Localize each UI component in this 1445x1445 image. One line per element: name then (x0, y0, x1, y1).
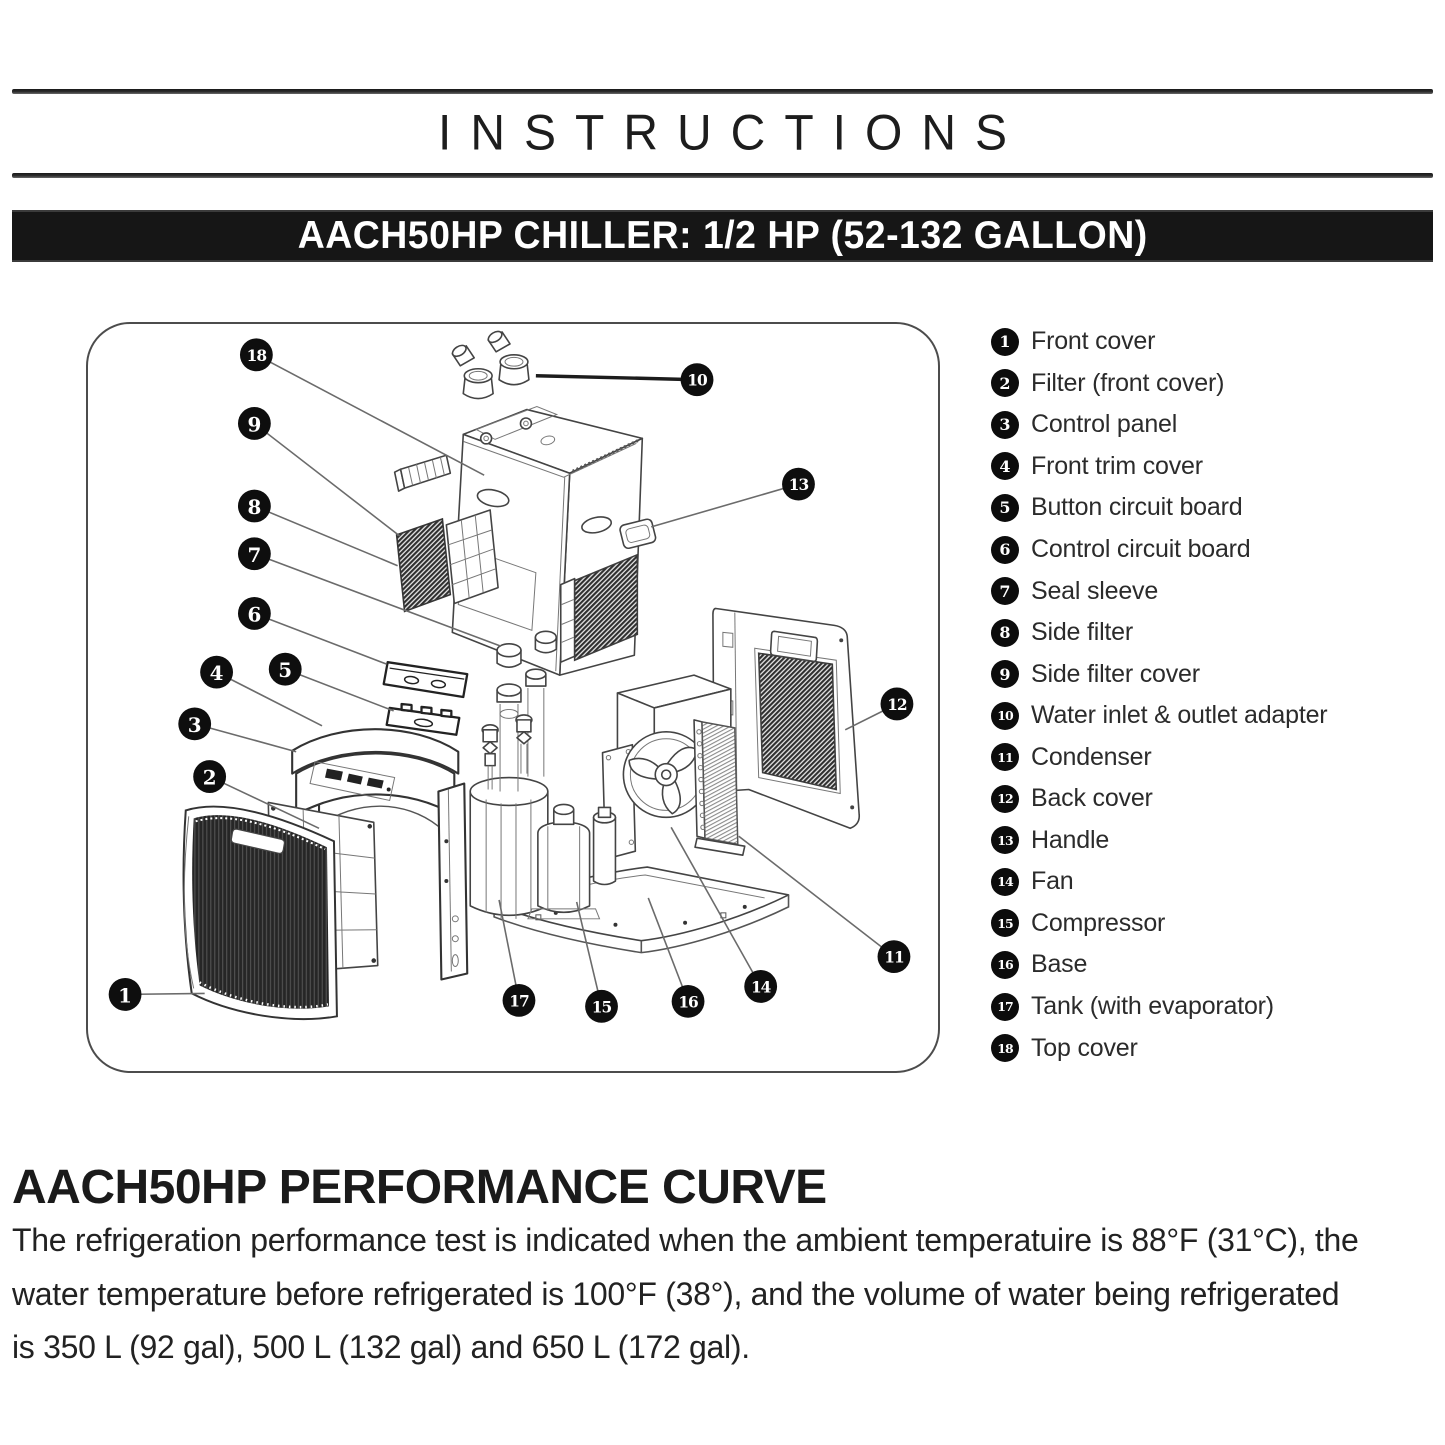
svg-text:11: 11 (884, 948, 904, 967)
callout-leader-18 (256, 355, 484, 475)
part-front-cover (184, 807, 337, 1019)
part-label: Control panel (1031, 410, 1178, 439)
part-label: Handle (1031, 825, 1110, 854)
performance-text-line: The refrigeration performance test is indicated when the ambient temperatuire is 88°F (31°C), the (12, 1222, 1359, 1258)
callout-17 (503, 984, 536, 1017)
legend-item-8 (991, 612, 1441, 654)
legend-item-5 (991, 487, 1441, 529)
exploded-diagram-panel (86, 322, 940, 1073)
callout-7 (238, 537, 271, 570)
legend-item-4 (991, 446, 1441, 488)
part-number-badge: 6 (991, 536, 1019, 564)
legend-item-12 (991, 778, 1441, 820)
svg-text:2: 2 (202, 765, 217, 790)
part-number-badge: 1 (991, 328, 1019, 356)
callout-8 (238, 490, 271, 523)
callout-12 (881, 688, 914, 721)
part-label: Side filter cover (1031, 659, 1200, 688)
svg-text:8: 8 (247, 495, 262, 520)
callout-leader-6 (254, 613, 386, 664)
part-label: Filter (front cover) (1031, 368, 1225, 397)
performance-heading: AACH50HP PERFORMANCE CURVE (12, 1161, 827, 1214)
svg-text:1: 1 (118, 983, 132, 1008)
legend-item-9 (991, 653, 1441, 695)
legend-item-17 (991, 986, 1441, 1028)
part-number-badge: 9 (991, 660, 1019, 688)
callout-6 (238, 597, 271, 630)
part-label: Compressor (1031, 908, 1166, 937)
legend-item-3 (991, 404, 1441, 446)
part-number-badge: 7 (991, 577, 1019, 605)
page-title: INSTRUCTIONS (438, 105, 1026, 162)
legend-item-6 (991, 529, 1441, 571)
callout-4 (200, 656, 233, 689)
callout-leader-9 (254, 423, 399, 535)
svg-text:3: 3 (187, 712, 202, 737)
legend-item-15 (991, 903, 1441, 945)
svg-text:7: 7 (247, 542, 262, 567)
part-label: Tank (with evaporator) (1031, 992, 1274, 1021)
svg-text:17: 17 (509, 992, 529, 1011)
part-number-badge: 2 (991, 369, 1019, 397)
part-label: Button circuit board (1031, 493, 1243, 522)
part-number-badge: 17 (991, 993, 1019, 1021)
legend-item-10 (991, 695, 1441, 737)
legend-item-13 (991, 820, 1441, 862)
svg-text:15: 15 (591, 998, 612, 1017)
performance-text-line: water temperature before refrigerated is 100°F (38°), and the volume of water being refrigerated (12, 1275, 1340, 1312)
svg-text:18: 18 (246, 346, 267, 365)
part-number-badge: 16 (991, 951, 1019, 979)
svg-text:10: 10 (687, 371, 707, 390)
callout-9 (238, 407, 271, 440)
legend-item-2 (991, 363, 1441, 405)
svg-text:9: 9 (247, 412, 262, 437)
part-label: Control circuit board (1031, 535, 1251, 563)
svg-text:14: 14 (750, 978, 771, 997)
divider-line-bottom (12, 173, 1433, 178)
part-side-filter-cover (397, 519, 451, 612)
part-number-badge: 4 (991, 452, 1019, 480)
legend-item-14 (991, 861, 1441, 903)
part-number-badge: 12 (991, 785, 1019, 813)
part-tank (470, 669, 548, 919)
part-label: Fan (1031, 867, 1074, 896)
callout-14 (744, 970, 777, 1003)
part-label: Base (1031, 950, 1088, 979)
callout-16 (672, 985, 705, 1018)
legend-item-18 (991, 1027, 1441, 1069)
callout-1 (109, 978, 142, 1011)
legend-item-16 (991, 944, 1441, 986)
part-label: Water inlet & outlet adapter (1031, 701, 1328, 730)
part-side-filter (446, 510, 498, 603)
callout-leader-5 (285, 669, 393, 711)
callout-2 (193, 760, 226, 793)
exploded-view-drawing (88, 324, 938, 1071)
part-number-badge: 3 (991, 411, 1019, 439)
part-number-badge: 14 (991, 868, 1019, 896)
legend-item-1 (991, 321, 1441, 363)
part-label: Side filter (1031, 618, 1134, 647)
legend-item-7 (991, 570, 1441, 612)
banner-text: AACH50HP CHILLER: 1/2 HP (52-132 GALLON) (297, 214, 1148, 257)
svg-text:6: 6 (247, 602, 262, 627)
part-water-adapters (451, 329, 529, 398)
part-number-badge: 18 (991, 1034, 1019, 1062)
part-label: Front trim cover (1031, 451, 1203, 480)
callout-leader-4 (217, 672, 322, 726)
callout-10 (681, 363, 714, 396)
svg-text:4: 4 (209, 661, 224, 686)
divider-line-top (12, 89, 1433, 94)
part-label: Seal sleeve (1031, 576, 1159, 605)
part-number-badge: 5 (991, 494, 1019, 522)
performance-paragraph (12, 1214, 1437, 1375)
performance-text-line: is 350 L (92 gal), 500 L (132 gal) and 650 L (172 gal). (12, 1329, 750, 1365)
part-number-badge: 15 (991, 909, 1019, 937)
legend-item-11 (991, 736, 1441, 778)
parts-legend (991, 321, 1441, 1069)
callout-11 (878, 940, 911, 973)
part-label: Back cover (1031, 784, 1153, 813)
part-number-badge: 13 (991, 826, 1019, 854)
part-label: Top cover (1031, 1033, 1138, 1062)
section-banner (12, 210, 1433, 262)
svg-text:12: 12 (887, 695, 907, 714)
callout-leader-10 (536, 376, 697, 380)
part-number-badge: 11 (991, 743, 1019, 771)
part-number-badge: 10 (991, 702, 1019, 730)
callout-3 (178, 707, 211, 740)
callout-18 (240, 338, 273, 371)
callout-leader-13 (651, 484, 798, 527)
part-label: Condenser (1031, 742, 1152, 771)
svg-text:16: 16 (678, 993, 698, 1012)
part-control-circuit-board (384, 662, 468, 697)
callout-5 (269, 653, 302, 686)
callout-13 (782, 468, 815, 501)
svg-text:5: 5 (278, 658, 293, 683)
callout-15 (585, 990, 618, 1023)
callout-leader-8 (254, 506, 397, 566)
part-number-badge: 8 (991, 619, 1019, 647)
part-label: Front cover (1031, 327, 1156, 356)
svg-text:13: 13 (788, 476, 809, 495)
